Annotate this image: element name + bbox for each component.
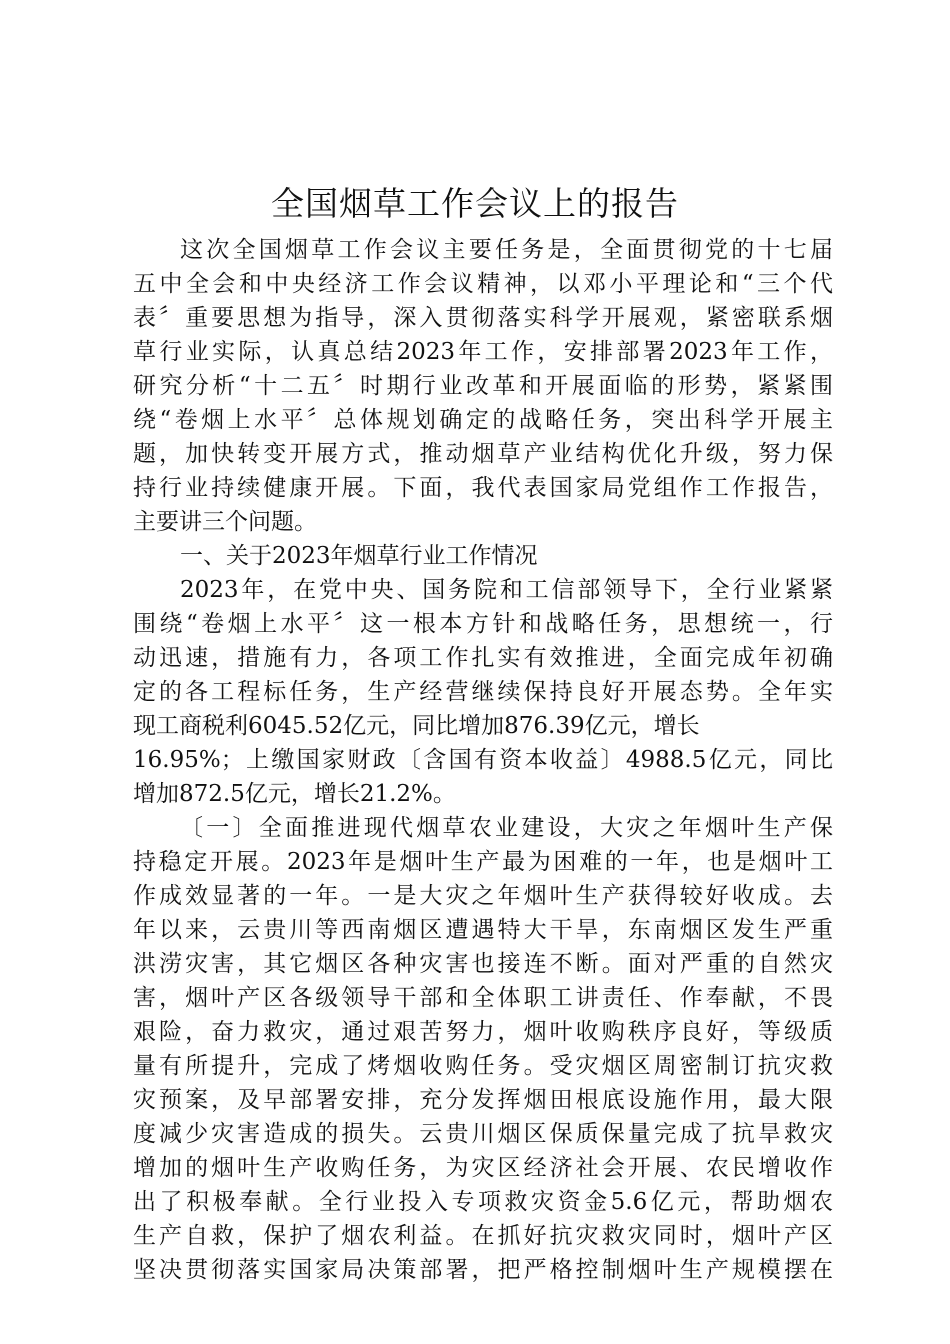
text-line: 量有所提升，完成了烤烟收购任务。受灾烟区周密制订抗灾救 (133, 1053, 833, 1079)
text-line: 增加的烟叶生产收购任务，为灾区经济社会开展、农民增收作 (133, 1155, 833, 1181)
text-line: 五中全会和中央经济工作会议精神，以邓小平理论和“三个代 (133, 271, 833, 297)
text-line: 草行业实际，认真总结2023年工作，安排部署2023年工作， (133, 339, 833, 365)
text-line: 年以来，云贵川等西南烟区遭遇特大干旱，东南烟区发生严重 (133, 917, 833, 943)
text-line: 动迅速，措施有力，各项工作扎实有效推进，全面完成年初确 (133, 645, 833, 671)
text-line: 持稳定开展。2023年是烟叶生产最为困难的一年，也是烟叶工 (133, 849, 833, 875)
document-body (133, 233, 833, 1287)
text-line: 现工商税利6045.52亿元，同比增加876.39亿元，增长 (133, 713, 700, 739)
document-title: 全国烟草工作会议上的报告 (271, 184, 679, 223)
text-line: 洪涝灾害，其它烟区各种灾害也接连不断。面对严重的自然灾 (133, 951, 833, 977)
text-line: 定的各工程标任务，生产经营继续保持良好开展态势。全年实 (133, 679, 833, 705)
text-line: 灾预案，及早部署安排，充分发挥烟田根底设施作用，最大限 (133, 1087, 833, 1113)
text-line: 持行业持续健康开展。下面，我代表国家局党组作工作报告， (133, 475, 833, 501)
text-line: 出了积极奉献。全行业投入专项救灾资金5.6亿元，帮助烟农 (133, 1189, 833, 1215)
text-line: 主要讲三个问题。 (133, 509, 317, 535)
text-line: 2023年，在党中央、国务院和工信部领导下，全行业紧紧 (180, 577, 833, 603)
text-line: 这次全国烟草工作会议主要任务是，全面贯彻党的十七届 (180, 237, 833, 263)
text-line: 绕“卷烟上水平〞总体规划确定的战略任务，突出科学开展主 (133, 407, 833, 433)
text-line: 表〞重要思想为指导，深入贯彻落实科学开展观，紧密联系烟 (133, 305, 833, 331)
text-line: 16.95%；上缴国家财政〔含国有资本收益〕4988.5亿元，同比 (133, 747, 833, 773)
text-line: 作成效显著的一年。一是大灾之年烟叶生产获得较好收成。去 (133, 883, 833, 909)
text-line: 坚决贯彻落实国家局决策部署，把严格控制烟叶生产规模摆在 (133, 1257, 833, 1283)
text-line: 害，烟叶产区各级领导干部和全体职工讲责任、作奉献，不畏 (133, 985, 833, 1011)
text-line: 度减少灾害造成的损失。云贵川烟区保质保量完成了抗旱救灾 (133, 1121, 833, 1147)
text-line: 围绕“卷烟上水平〞这一根本方针和战略任务，思想统一，行 (133, 611, 833, 637)
text-line: 一、关于2023年烟草行业工作情况 (180, 543, 538, 569)
text-line: 题，加快转变开展方式，推动烟草产业结构优化升级，努力保 (133, 441, 833, 467)
text-line: 增加872.5亿元，增长21.2%。 (133, 781, 456, 807)
text-line: 生产自救，保护了烟农利益。在抓好抗灾救灾同时，烟叶产区 (133, 1223, 833, 1249)
text-line: 〔一〕全面推进现代烟草农业建设，大灾之年烟叶生产保 (180, 815, 833, 841)
text-line: 研究分析“十二五〞时期行业改革和开展面临的形势，紧紧围 (133, 373, 833, 399)
text-line: 艰险，奋力救灾，通过艰苦努力，烟叶收购秩序良好，等级质 (133, 1019, 833, 1045)
